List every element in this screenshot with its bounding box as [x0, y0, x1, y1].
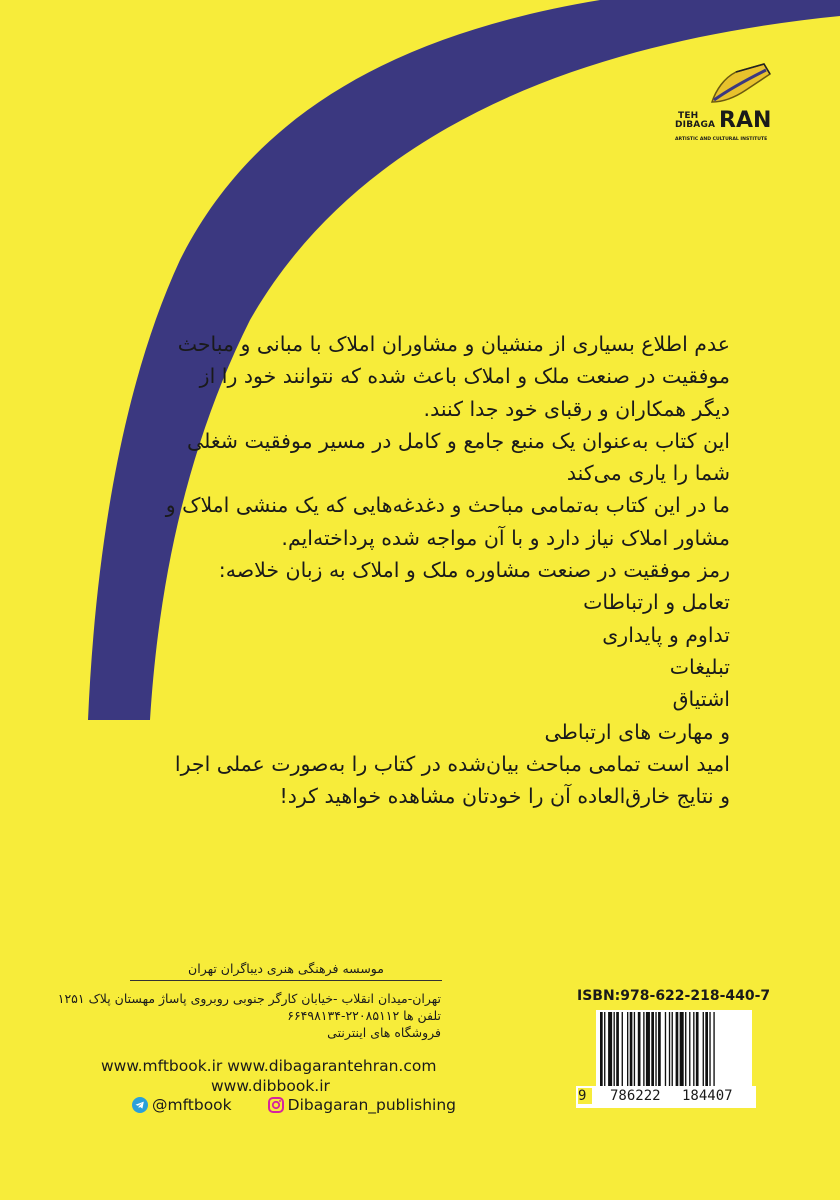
isbn-barcode — [596, 1010, 752, 1086]
logo-wordmark — [675, 108, 790, 152]
logo-subtitle: ARTISTIC AND CULTURAL INSTITUTE — [675, 137, 768, 142]
barcode-digits-right: 184407 — [682, 1088, 733, 1104]
barcode-digits-left: 786222 — [610, 1088, 661, 1104]
telegram-link[interactable] — [132, 1096, 232, 1114]
barcode-digits — [576, 1086, 756, 1108]
logo-ran: RAN — [719, 108, 772, 133]
instagram-handle: Dibagaran_publishing — [287, 1096, 456, 1114]
telegram-icon — [132, 1097, 148, 1113]
blurb-paragraph-3: ما در این کتاب به‌تمامی مباحث و دغدغه‌هایی که یک منشی املاک و مشاور املاک نیاز دارد و با آن مواجه شده پرداخته‌ایم. — [165, 493, 730, 550]
websites-line-2: www.dibbook.ir — [211, 1077, 330, 1095]
blurb-paragraph-5: امید است تمامی مباحث بیان‌شده در کتاب را به‌صورت عملی اجرا و نتایج خارق‌العاده آن را خودتان مشاهده خواهید کرد! — [174, 751, 730, 809]
instagram-icon — [268, 1097, 284, 1113]
blurb-list-item: و مهارت های ارتباطی — [544, 719, 730, 744]
logo-teh: TEH — [678, 111, 699, 121]
blurb-list-item: تبلیغات — [669, 654, 730, 679]
institute-name: موسسه فرهنگی هنری دیباگران تهران — [130, 958, 442, 981]
publisher-contact — [57, 990, 441, 1041]
logo-dibaga: DIBAGA — [675, 120, 716, 130]
publisher-address: تهران-میدان انقلاب -خیابان کارگر جنوبی روبروی پاساژ مهستان پلاک ۱۲۵۱ — [57, 991, 441, 1006]
pen-nib-icon — [706, 60, 776, 110]
blurb-paragraph-4: رمز موفقیت در صنعت مشاوره ملک و املاک به زبان خلاصه: — [218, 558, 730, 583]
blurb-text — [160, 328, 730, 812]
telegram-handle: @mftbook — [152, 1096, 232, 1114]
instagram-link[interactable] — [268, 1096, 456, 1114]
websites-line-1: www.mftbook.ir www.dibagarantehran.com — [101, 1057, 437, 1075]
blurb-paragraph-1: عدم اطلاع بسیاری از منشیان و مشاوران املاک با مبانی و مباحث موفقیت در صنعت ملک و املاک باعث شده که نتوانند خود را از دیگر همکاران و رقبای خود جدا کنند. — [177, 332, 730, 421]
isbn-label: ISBN:978-622-218-440-7 — [577, 988, 771, 1004]
social-links — [132, 1096, 456, 1114]
barcode-digit-first: 9 — [578, 1088, 592, 1104]
publisher-phone: تلفن ها ۲۲۰۸۵۱۱۲-۶۶۴۹۸۱۳۴ — [287, 1008, 441, 1023]
publisher-stores: فروشگاه های اینترنتی — [327, 1025, 441, 1040]
publisher-logo — [660, 60, 790, 160]
blurb-list-item: تعامل و ارتباطات — [583, 590, 730, 615]
blurb-list-item: اشتیاق — [672, 687, 730, 712]
blurb-list-item: تداوم و پایداری — [602, 622, 730, 647]
blurb-paragraph-2: این کتاب به‌عنوان یک منبع جامع و کامل در مسیر موفقیت شغلی شما را یاری می‌کند — [187, 428, 730, 486]
